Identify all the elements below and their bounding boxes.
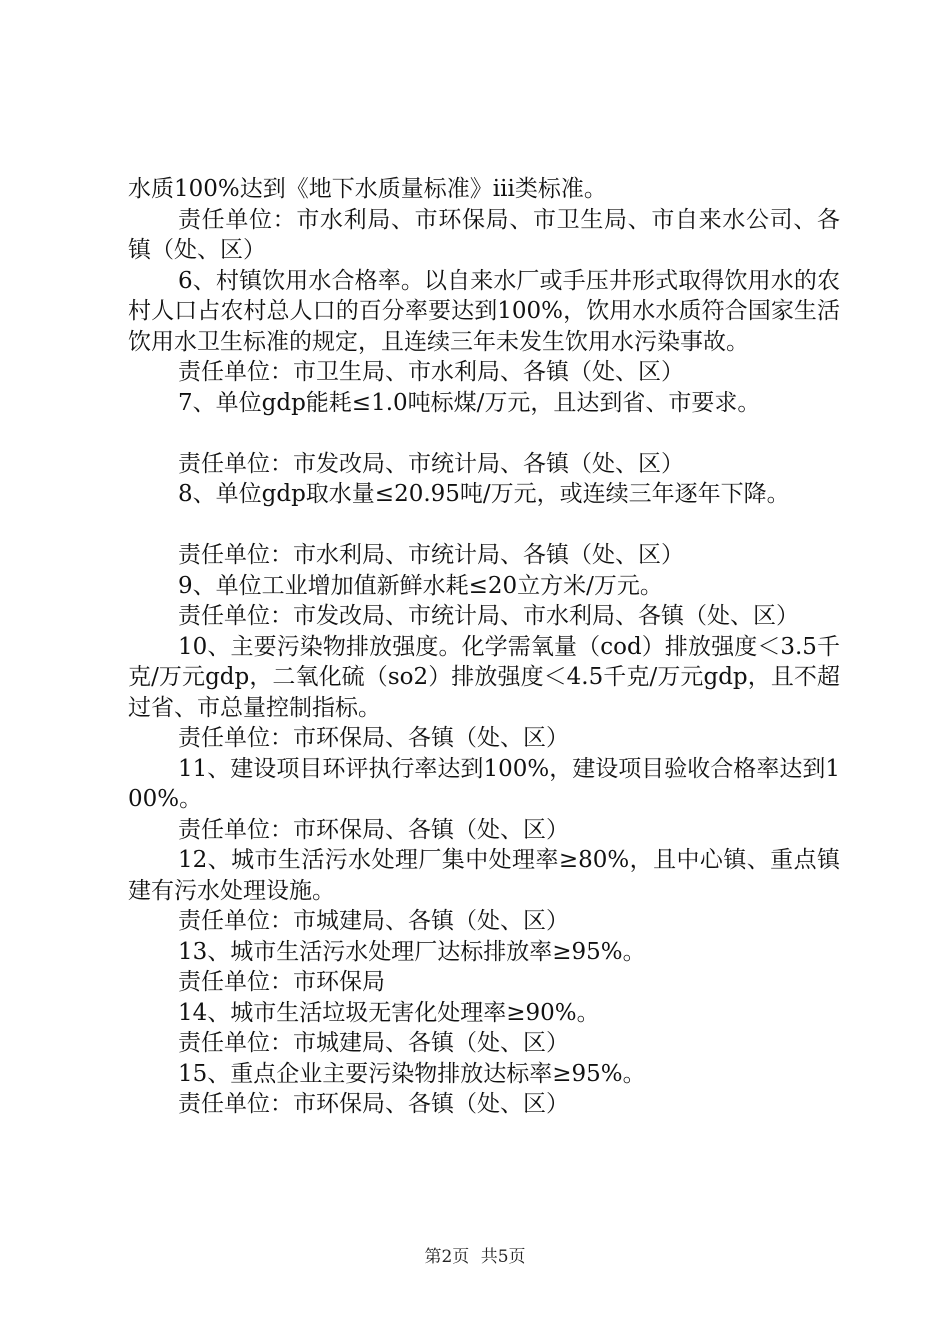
responsible-unit-line: 责任单位：市城建局、各镇（处、区） (178, 908, 569, 934)
responsible-unit-line: 责任单位：市城建局、各镇（处、区） (178, 1030, 569, 1056)
paragraph: 8、单位gdp取水量≤20.95吨/万元，或连续三年逐年下降。 (178, 481, 790, 507)
paragraph: 水质100%达到《地下水质量标准》iii类标准。 (128, 176, 607, 202)
paragraph: 13、城市生活污水处理厂达标排放率≥95%。 (178, 938, 646, 965)
paragraph: 9、单位工业增加值新鲜水耗≤20立方米/万元。 (178, 572, 663, 599)
responsible-unit-line: 责任单位：市环保局 (178, 969, 385, 995)
responsible-unit-line: 责任单位：市水利局、市统计局、各镇（处、区） (178, 542, 684, 568)
responsible-unit-line: 责任单位：市环保局、各镇（处、区） (178, 725, 569, 751)
page-number: 第2页 (424, 1247, 470, 1267)
responsible-unit-line: 责任单位：市卫生局、市水利局、各镇（处、区） (178, 359, 684, 385)
responsible-unit-line: 责任单位：市环保局、各镇（处、区） (178, 1091, 569, 1117)
paragraph: 12、城市生活污水处理厂集中处理率≥80%，且中心镇、重点镇建有污水处理设施。 (128, 847, 840, 904)
responsible-unit-line: 责任单位：市水利局、市环保局、市卫生局、市自来水公司、各镇（处、区） (128, 206, 840, 263)
paragraph: 11、建设项目环评执行率达到100%，建设项目验收合格率达到100%。 (128, 755, 840, 812)
page-total: 共5页 (480, 1247, 526, 1267)
paragraph: 15、重点企业主要污染物排放达标率≥95%。 (178, 1060, 646, 1087)
paragraph: 6、村镇饮用水合格率。以自来水厂或手压井形式取得饮用水的农村人口占农村总人口的百分率要达到100%，饮用水水质符合国家生活饮用水卫生标准的规定，且连续三年未发生饮用水污染事故。 (128, 267, 840, 355)
responsible-unit-line: 责任单位：市环保局、各镇（处、区） (178, 816, 569, 843)
page-footer (0, 1242, 950, 1267)
paragraph: 10、主要污染物排放强度。化学需氧量（cod）排放强度＜3.5千克/万元gdp，二氧化硫（so2）排放强度＜4.5千克/万元gdp，且不超过省、市总量控制指标。 (128, 633, 840, 721)
document-body (128, 174, 840, 1120)
responsible-unit-line: 责任单位：市发改局、市统计局、市水利局、各镇（处、区） (178, 603, 799, 629)
responsible-unit-line: 责任单位：市发改局、市统计局、各镇（处、区） (178, 450, 684, 477)
paragraph: 14、城市生活垃圾无害化处理率≥90%。 (178, 999, 600, 1026)
paragraph: 7、单位gdp能耗≤1.0吨标煤/万元，且达到省、市要求。 (178, 389, 761, 416)
